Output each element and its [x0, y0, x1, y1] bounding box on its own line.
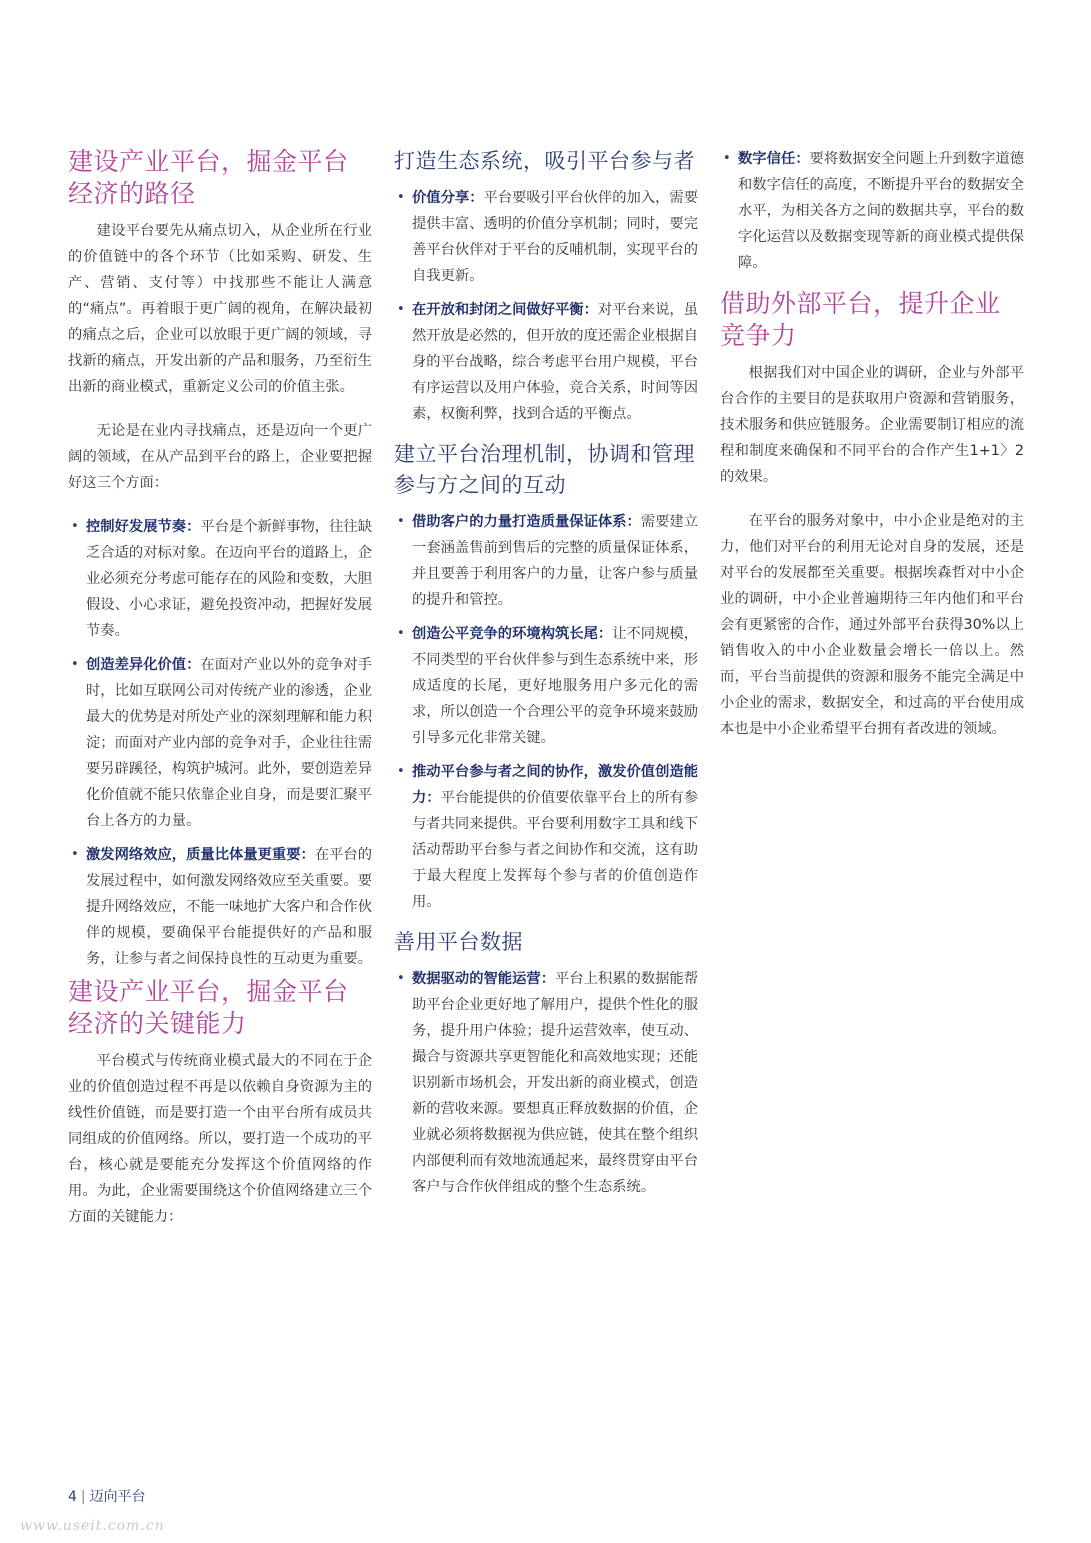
subheading-ecosystem: 打造生态系统，吸引平台参与者 — [394, 149, 695, 173]
list-item-text: 平台能提供的价值要依靠平台上的所有参与者共同来提供。平台要利用数字工具和线下活动帮助平台参与者之间协作和交流，这有助于最大程度上发挥每个参与者的价值创造作用。 — [412, 790, 699, 910]
list-item-text: 要将数据安全问题上升到数字道德和数字信任的高度，不断提升平台的数据安全水平，为相关各方之间的数据共享，平台的数字化运营以及数据变现等新的商业模式提供保障。 — [738, 151, 1025, 271]
column-1 — [68, 146, 372, 1230]
aspect-list — [68, 514, 372, 972]
watermark: www.useit.com.cn — [20, 1518, 165, 1534]
paragraph-three-aspects: 无论是在业内寻找痛点，还是迈向一个更广阔的领域，在从产品到平台的路上，企业要把握好这三个方面： — [68, 423, 372, 491]
list-item-text: 在平台的发展过程中，如何激发网络效应至关重要。要提升网络效应，不能一味地扩大客户和合作伙伴的规模，要确保平台能提供好的产品和服务，让参与者之间保持良性的互动更为重要。 — [86, 847, 373, 967]
list-item-keyword: 激发网络效应，质量比体量更重要： — [86, 847, 315, 863]
governance-list — [394, 509, 698, 915]
list-item-keyword: 推动平台参与者之间的协作，激发价值创造能力： — [412, 764, 698, 806]
data-list — [394, 966, 698, 1200]
subheading-platform-data: 善用平台数据 — [394, 930, 523, 954]
paragraph-pain-points: 建设平台要先从痛点切入，从企业所在行业的价值链中的各个环节（比如采购、研发、生产、营销、支付等）中找那些不能让人满意的“痛点”。再着眼于更广阔的视角，在解决最初的痛点之后，企业可以放眼于更广阔的领域，寻找新的痛点，开发出新的产品和服务，乃至衍生出新的商业模式，重新定义公司的价值主张。 — [68, 223, 372, 395]
list-item-keyword: 数据驱动的智能运营： — [412, 971, 556, 987]
list-item-keyword: 控制好发展节奏： — [86, 519, 201, 535]
list-item — [68, 652, 372, 834]
list-item-keyword: 数字信任： — [738, 151, 810, 167]
paragraph-smes: 在平台的服务对象中，中小企业是绝对的主力，他们对平台的利用无论对自身的发展，还是对平台的发展都至关重要。根据埃森哲对中小企业的调研，中小企业普遍期待三年内他们和平台会有更紧密的合作，通过外部平台获得30%以上销售收入的中小企业数量会增长一倍以上。然而，平台当前提供的资源和服务不能完全满足中小企业的需求，数据安全，和过高的平台使用成本也是中小企业希望平台拥有者改进的领域。 — [720, 513, 1024, 737]
page-footer — [68, 1486, 146, 1506]
list-item — [68, 842, 372, 972]
list-item-text: 让不同规模，不同类型的平台伙伴参与到生态系统中来，形成适度的长尾，更好地服务用户多元化的需求，所以创造一个合理公平的竞争环境来鼓励引导多元化非常关键。 — [412, 626, 699, 746]
column-3 — [720, 146, 1024, 742]
page-number: 4 — [68, 1489, 77, 1505]
list-item-keyword: 价值分享： — [412, 190, 484, 206]
list-item-text: 需要建立一套涵盖售前到售后的完整的质量保证体系，并且要善于利用客户的力量，让客户参与质量的提升和管控。 — [412, 514, 699, 608]
list-item-text: 平台是个新鲜事物，往往缺乏合适的对标对象。在迈向平台的道路上，企业必须充分考虑可能存在的风险和变数，大胆假设、小心求证，避免投资冲动，把握好发展节奏。 — [86, 519, 373, 639]
list-item-text: 对平台来说，虽然开放是必然的，但开放的度还需企业根据自身的平台战略，综合考虑平台用户规模，平台有序运营以及用户体验，竞合关系，时间等因素，权衡利弊，找到合适的平衡点。 — [412, 302, 699, 422]
list-item-keyword: 在开放和封闭之间做好平衡： — [412, 302, 598, 318]
paragraph-value-network: 平台模式与传统商业模式最大的不同在于企业的价值创造过程不再是以依赖自身资源为主的线性价值链，而是要打造一个由平台所有成员共同组成的价值网络。所以，要打造一个成功的平台，核心就是要能充分发挥这个价值网络的作用。为此，企业需要围绕这个价值网络建立三个方面的关键能力： — [68, 1053, 372, 1225]
section-heading-path: 建设产业平台，掘金平台经济的路径 — [68, 147, 349, 208]
section-heading-key-capabilities: 建设产业平台，掘金平台经济的关键能力 — [68, 977, 349, 1038]
section-heading-external-platforms: 借助外部平台，提升企业竞争力 — [720, 289, 1001, 350]
list-item — [394, 509, 698, 613]
subheading-governance: 建立平台治理机制，协调和管理参与方之间的互动 — [394, 442, 695, 497]
list-item — [720, 146, 1024, 276]
trust-list — [720, 146, 1024, 276]
list-item — [394, 621, 698, 751]
paragraph-external-cooperation: 根据我们对中国企业的调研，企业与外部平台合作的主要目的是获取用户资源和营销服务，技术服务和供应链服务。企业需要制订相应的流程和制度来确保和不同平台的合作产生1+1〉2的效果。 — [720, 365, 1024, 485]
column-2 — [394, 146, 698, 1200]
list-item — [394, 297, 698, 427]
list-item — [68, 514, 372, 644]
list-item — [394, 185, 698, 289]
list-item — [394, 966, 698, 1200]
list-item-keyword: 创造差异化价值： — [86, 657, 201, 673]
list-item-text: 在面对产业以外的竞争对手时，比如互联网公司对传统产业的渗透，企业最大的优势是对所处产业的深刻理解和能力积淀；而面对产业内部的竞争对手，企业往往需要另辟蹊径，构筑护城河。此外，要创造差异化价值就不能只依靠企业自身，而是要汇聚平台上各方的力量。 — [86, 657, 373, 829]
list-item — [394, 759, 698, 915]
ecosystem-list — [394, 185, 698, 427]
list-item-keyword: 创造公平竞争的环境构筑长尾： — [412, 626, 613, 642]
publication-title: 迈向平台 — [89, 1489, 146, 1505]
list-item-text: 平台上积累的数据能帮助平台企业更好地了解用户，提供个性化的服务，提升用户体验；提升运营效率，使互动、撮合与资源共享更智能化和高效地实现；还能识别新市场机会，开发出新的商业模式，创造新的营收来源。要想真正释放数据的价值，企业就必须将数据视为供应链，使其在整个组织内部便利而有效地流通起来，最终贯穿由平台客户与合作伙伴组成的整个生态系统。 — [412, 971, 699, 1195]
list-item-text: 平台要吸引平台伙伴的加入，需要提供丰富、透明的价值分享机制；同时，要完善平台伙伴对于平台的反哺机制，实现平台的自我更新。 — [412, 190, 699, 284]
footer-separator: | — [80, 1489, 86, 1505]
list-item-keyword: 借助客户的力量打造质量保证体系： — [412, 514, 641, 530]
